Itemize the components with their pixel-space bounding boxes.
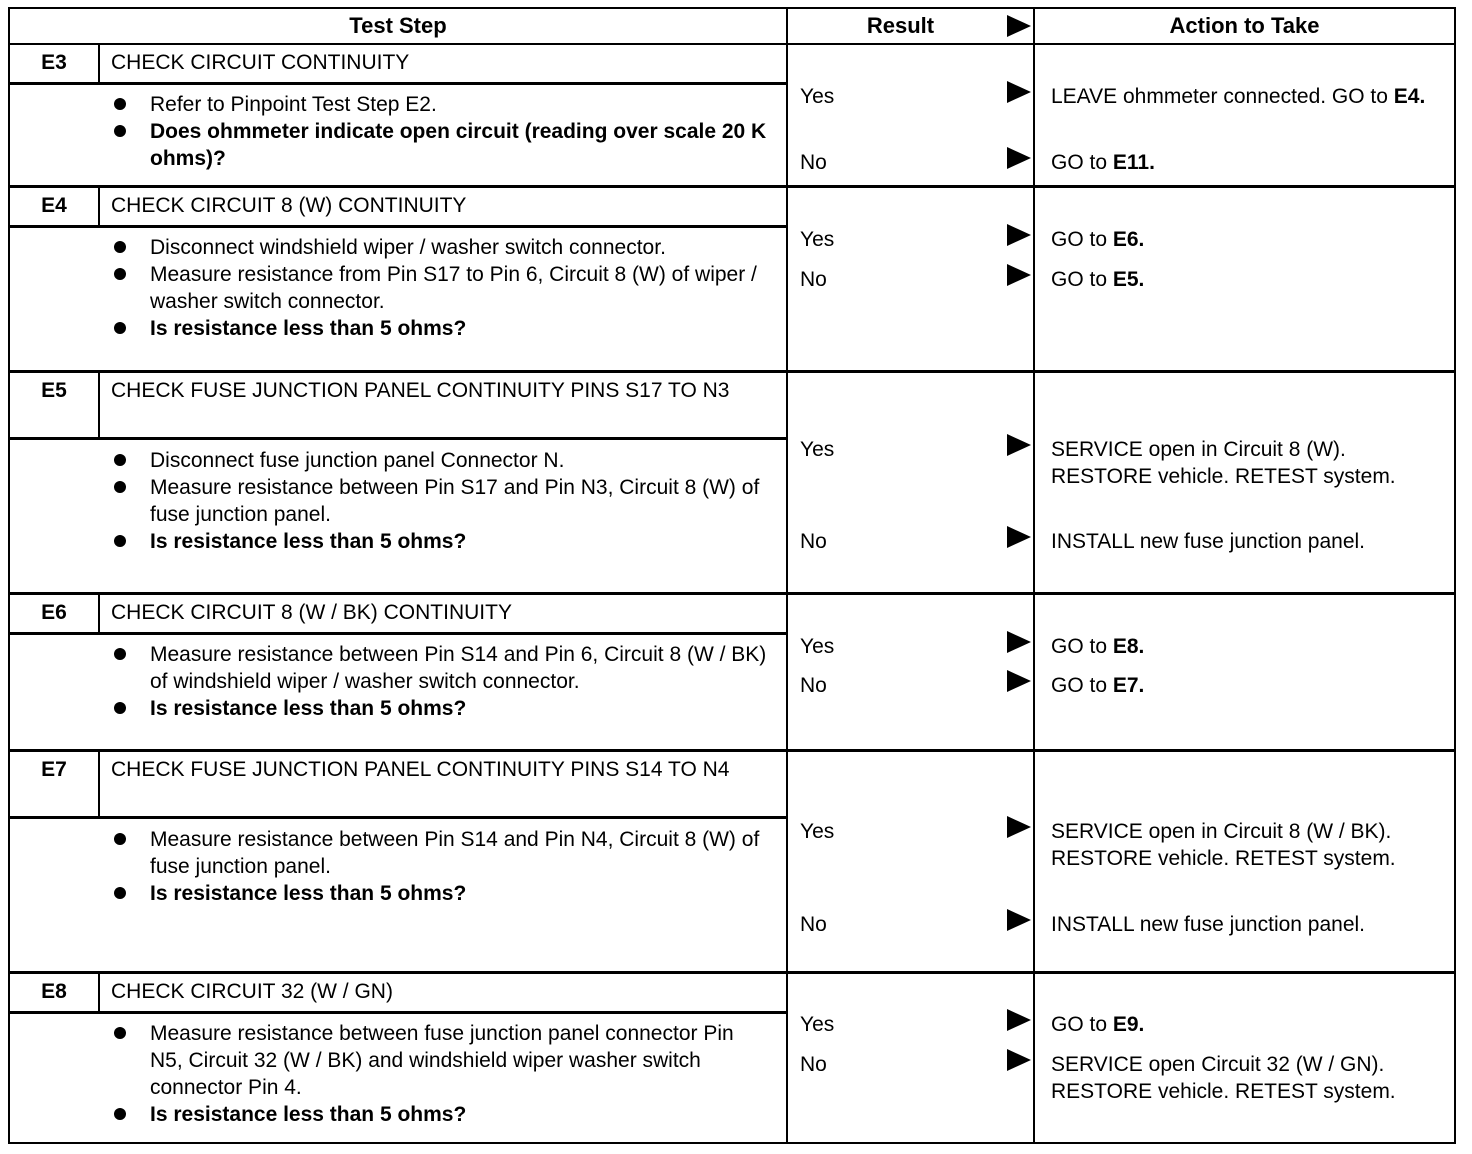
- action-yes: [1051, 818, 1451, 872]
- instruction-text: Is resistance less than 5 ohms?: [150, 1103, 467, 1126]
- action-no: [1051, 266, 1451, 293]
- action-yes: [1051, 1011, 1451, 1038]
- step-question: [110, 1101, 770, 1128]
- action-suffix: .: [1419, 85, 1426, 108]
- step-id: E5: [41, 379, 67, 402]
- instruction-text: Measure resistance between Pin S14 and Pin N4, Circuit 8 (W) of fuse junction panel.: [150, 828, 760, 878]
- step-e6: [10, 595, 1454, 752]
- result-yes: Yes: [800, 85, 835, 108]
- arrow-right-icon: [1007, 264, 1031, 286]
- instruction-text: Measure resistance between fuse junction panel connector Pin N5, Circuit 32 (W / BK) and windshield wiper washer switch connector Pin 4.: [150, 1022, 734, 1099]
- arrow-right-icon: [1007, 909, 1031, 931]
- action-text: LEAVE ohmmeter connected. GO to: [1051, 85, 1394, 108]
- arrow-right-icon: [1007, 147, 1031, 169]
- bullet-icon: [114, 648, 126, 660]
- action-yes: [1051, 83, 1451, 110]
- step-instruction: [110, 1020, 770, 1101]
- result-no: No: [800, 1053, 827, 1076]
- action-yes: [1051, 226, 1451, 253]
- action-suffix: .: [1138, 1013, 1145, 1036]
- bullet-icon: [114, 98, 126, 110]
- bullet-icon: [114, 268, 126, 280]
- arrow-right-icon: [1007, 434, 1031, 456]
- step-id-divider: [98, 373, 100, 437]
- step-e8: [10, 974, 1454, 1144]
- result-no: No: [800, 151, 827, 174]
- step-question: [110, 880, 770, 907]
- step-id: E7: [41, 758, 67, 781]
- action-yes: [1051, 633, 1451, 660]
- step-e5: [10, 373, 1454, 595]
- arrow-right-icon: [1007, 224, 1031, 246]
- instruction-text: Does ohmmeter indicate open circuit (reading over scale 20 K ohms)?: [150, 120, 767, 170]
- bullet-icon: [114, 454, 126, 466]
- step-title: CHECK CIRCUIT CONTINUITY: [111, 51, 410, 74]
- step-instructions: [110, 641, 770, 722]
- step-id-divider: [98, 45, 100, 82]
- step-title-row: [10, 188, 786, 228]
- instruction-text: Measure resistance between Pin S14 and Pin 6, Circuit 8 (W / BK) of windshield wiper / washer switch connector.: [150, 643, 767, 693]
- arrow-right-icon: [1007, 81, 1031, 103]
- action-text: GO to: [1051, 635, 1113, 658]
- step-instructions: [110, 91, 770, 172]
- step-title: CHECK CIRCUIT 8 (W) CONTINUITY: [111, 194, 467, 217]
- arrow-right-icon: [1007, 1049, 1031, 1071]
- step-title: CHECK FUSE JUNCTION PANEL CONTINUITY PINS S14 TO N4: [111, 758, 730, 781]
- action-target-step: E11: [1112, 151, 1150, 174]
- step-instructions: [110, 447, 770, 555]
- action-no: [1051, 672, 1451, 699]
- instruction-text: Disconnect windshield wiper / washer switch connector.: [150, 236, 666, 259]
- bullet-icon: [114, 1027, 126, 1039]
- step-instruction: [110, 641, 770, 695]
- action-no: [1051, 1051, 1451, 1105]
- action-text: SERVICE open in Circuit 8 (W). RESTORE vehicle. RETEST system.: [1051, 438, 1396, 488]
- instruction-text: Is resistance less than 5 ohms?: [150, 530, 467, 553]
- bullet-icon: [114, 702, 126, 714]
- step-instructions: [110, 1020, 770, 1128]
- result-yes: Yes: [800, 228, 835, 251]
- header-result: Result: [866, 13, 935, 38]
- step-title-row: [10, 373, 786, 440]
- action-text: GO to: [1051, 268, 1113, 291]
- step-title-row: [10, 45, 786, 85]
- step-id-divider: [98, 752, 100, 816]
- header-arrow-icon: [1007, 15, 1031, 37]
- action-suffix: .: [1138, 268, 1145, 291]
- result-no: No: [800, 530, 827, 553]
- bullet-icon: [114, 322, 126, 334]
- action-target-step: E7: [1112, 674, 1139, 697]
- step-question: [110, 528, 770, 555]
- bullet-icon: [114, 481, 126, 493]
- step-question: [110, 118, 770, 172]
- step-instruction: [110, 91, 770, 118]
- instruction-text: Measure resistance from Pin S17 to Pin 6, Circuit 8 (W) of wiper / washer switch connector.: [150, 263, 757, 313]
- step-title-row: [10, 974, 786, 1014]
- step-instruction: [110, 261, 770, 315]
- test-procedure-table: [8, 7, 1456, 1144]
- step-instruction: [110, 234, 770, 261]
- step-id: E3: [41, 51, 67, 74]
- step-id: E6: [41, 601, 67, 624]
- action-no: [1051, 911, 1451, 938]
- result-yes: Yes: [800, 438, 835, 461]
- action-suffix: .: [1149, 151, 1155, 174]
- step-question: [110, 695, 770, 722]
- step-id-divider: [98, 974, 100, 1011]
- step-e7: [10, 752, 1454, 974]
- step-id-divider: [98, 595, 100, 632]
- action-target-step: E6: [1112, 228, 1139, 251]
- instruction-text: Disconnect fuse junction panel Connector N.: [150, 449, 565, 472]
- step-instruction: [110, 826, 770, 880]
- step-e3: [10, 45, 1454, 188]
- step-question: [110, 315, 770, 342]
- action-text: SERVICE open in Circuit 8 (W / BK). RESTORE vehicle. RETEST system.: [1051, 820, 1396, 870]
- arrow-right-icon: [1007, 1009, 1031, 1031]
- bullet-icon: [114, 241, 126, 253]
- table-header: [10, 9, 1454, 45]
- action-text: INSTALL new fuse junction panel.: [1051, 530, 1366, 553]
- step-title: CHECK FUSE JUNCTION PANEL CONTINUITY PINS S17 TO N3: [111, 379, 730, 402]
- step-instructions: [110, 234, 770, 342]
- result-yes: Yes: [800, 635, 835, 658]
- step-title: CHECK CIRCUIT 32 (W / GN): [111, 980, 393, 1003]
- action-no: [1051, 149, 1451, 176]
- bullet-icon: [114, 887, 126, 899]
- result-no: No: [800, 913, 827, 936]
- result-no: No: [800, 674, 827, 697]
- result-yes: Yes: [800, 820, 835, 843]
- step-instructions: [110, 826, 770, 907]
- instruction-text: Is resistance less than 5 ohms?: [150, 697, 467, 720]
- action-suffix: .: [1138, 635, 1145, 658]
- bullet-icon: [114, 535, 126, 547]
- step-instruction: [110, 447, 770, 474]
- arrow-right-icon: [1007, 631, 1031, 653]
- result-no: No: [800, 268, 827, 291]
- result-yes: Yes: [800, 1013, 835, 1036]
- bullet-icon: [114, 833, 126, 845]
- instruction-text: Is resistance less than 5 ohms?: [150, 317, 467, 340]
- action-no: [1051, 528, 1451, 555]
- instruction-text: Is resistance less than 5 ohms?: [150, 882, 467, 905]
- arrow-right-icon: [1007, 670, 1031, 692]
- step-e4: [10, 188, 1454, 373]
- instruction-text: Refer to Pinpoint Test Step E2.: [150, 93, 437, 116]
- action-suffix: .: [1138, 674, 1145, 697]
- action-text: GO to: [1051, 674, 1113, 697]
- arrow-right-icon: [1007, 816, 1031, 838]
- action-target-step: E8: [1112, 635, 1139, 658]
- step-title-row: [10, 595, 786, 635]
- step-id: E8: [41, 980, 67, 1003]
- action-yes: [1051, 436, 1451, 490]
- action-target-step: E4: [1393, 85, 1420, 108]
- header-test-step: Test Step: [349, 13, 447, 38]
- step-title: CHECK CIRCUIT 8 (W / BK) CONTINUITY: [111, 601, 512, 624]
- action-text: INSTALL new fuse junction panel.: [1051, 913, 1366, 936]
- action-suffix: .: [1138, 228, 1145, 251]
- action-target-step: E5: [1112, 268, 1139, 291]
- action-text: GO to: [1051, 1013, 1113, 1036]
- step-id-divider: [98, 188, 100, 225]
- action-target-step: E9: [1112, 1013, 1139, 1036]
- step-instruction: [110, 474, 770, 528]
- instruction-text: Measure resistance between Pin S17 and Pin N3, Circuit 8 (W) of fuse junction panel.: [150, 476, 760, 526]
- arrow-right-icon: [1007, 526, 1031, 548]
- bullet-icon: [114, 125, 126, 137]
- step-id: E4: [41, 194, 67, 217]
- action-text: GO to: [1051, 228, 1113, 251]
- action-text: SERVICE open Circuit 32 (W / GN). RESTORE vehicle. RETEST system.: [1051, 1053, 1396, 1103]
- header-action: Action to Take: [1169, 13, 1320, 38]
- action-text: GO to: [1051, 151, 1113, 174]
- bullet-icon: [114, 1108, 126, 1120]
- step-title-row: [10, 752, 786, 819]
